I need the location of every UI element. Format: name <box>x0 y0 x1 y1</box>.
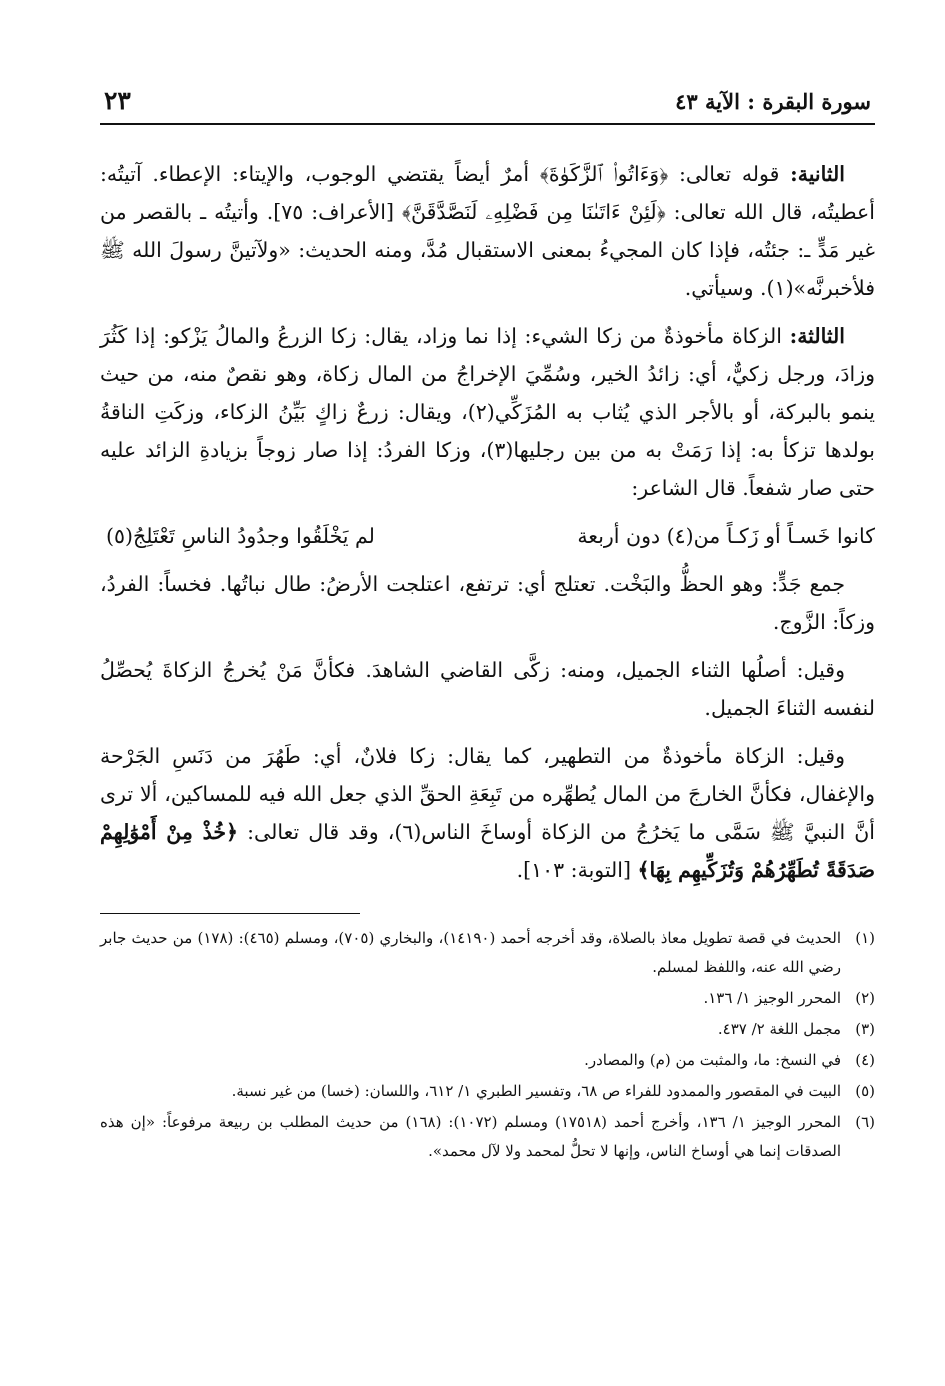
verse-first-hemistich: كانوا خَسـاً أو زَكـاً من(٤) دون أربعة <box>577 524 875 548</box>
quran-quote: ﴿خُذْ مِنْ أَمْوَٰلِهِمْ صَدَقَةً تُطَهِّرُهُمْ وَتُزَكِّيهِم بِهَا﴾ <box>100 820 875 882</box>
footnote-text: المحرر الوجيز ١/ ١٣٦، وأخرج أحمد (١٧٥١٨) ومسلم (١٠٧٢): (١٦٨) من حديث المطلب بن ربيعة مرفوعاً: «إن هذه الصدقات إنما هي أوساخ الناس، وإنها لا تحلُّ لمحمد ولا لآل محمد». <box>100 1113 841 1160</box>
page-header <box>100 86 875 125</box>
paragraph-verse-explanation: جمع جَدٍّ: وهو الحظُّ والبَخْت. تعتلج أي: ترتفع، اعتلجت الأرضُ: طال نباتُها. فخساً: الفردُ، وزكاً: الزَّوج. <box>100 572 875 634</box>
footnote-number: (٣) <box>855 1020 875 1038</box>
footnote-divider <box>100 913 360 914</box>
footnote-text: الحديث في قصة تطويل معاذ بالصلاة، وقد أخرجه أحمد (١٤١٩٠)، والبخاري (٧٠٥)، ومسلم (٤٦٥): (١٧٨) من حديث جابر رضي الله عنه، واللفظ لمسلم. <box>100 929 842 976</box>
footnotes <box>100 924 875 1166</box>
footnote <box>100 1046 875 1075</box>
footnote-text: المحرر الوجيز ١/ ١٣٦. <box>703 989 841 1007</box>
footnote <box>100 984 875 1013</box>
footnote-text: مجمل اللغة ٢/ ٤٣٧. <box>717 1020 841 1038</box>
issue-heading-second: الثانية: <box>790 162 845 186</box>
footnote-number: (٤) <box>855 1051 875 1069</box>
verse-second-hemistich: لم يَخْلَقُوا وجدُودُ الناسِ تَعْتَلِجُ(٥) <box>106 524 375 548</box>
paragraph-text: الزكاة مأخوذةٌ من زكا الشيء: إذا نما وزاد، يقال: زكا الزرعُ والمالُ يَزْكو: إذا كَثُرَ وزادَ، ورجل زكيٌّ، أي: زائدُ الخير، وسُمِّيَ الإخراجُ من المال زكاة، وهو نقصٌ منه، من حيث ينمو بالبركة، أو بالأجر الذي يُثاب به المُزَكِّي(٢)، ويقال: زرعٌ زاكٍ بَيِّنُ الزكاء، وزكَتِ الناقةُ بولدها تزكأ به: إذا رَمَتْ به من بين رجليها(٣)، وزكا الفردُ: إذا صار زوجاً بزيادةِ الزائد عليه حتى صار شفعاً. قال الشاعر: <box>100 324 875 500</box>
paragraph-third-issue <box>100 317 875 507</box>
page-number: ٢٣ <box>104 86 131 115</box>
footnote <box>100 1108 875 1166</box>
footnote-text: البيت في المقصور والممدود للفراء ص ٦٨، وتفسير الطبري ١/ ٦١٢، واللسان: (خسا) من غير نسبة. <box>231 1082 841 1100</box>
running-title: سورة البقرة : الآية ٤٣ <box>675 89 871 114</box>
paragraph-text: وقيل: الزكاة مأخوذةٌ من التطهير، كما يقال: زكا فلانٌ، أي: طَهُرَ من دَنَسِ الجَرْحة والإغفال، فكأنَّ الخارجَ من المال يُطهِّره من تَبِعَةِ الحقِّ الذي جعل الله فيه للمساكين، ألا ترى أنَّ النبيَّ ﷺ سَمَّى ما يَخرُجُ من الزكاة أوساخَ الناس(٦)، وقد قال تعالى: <box>100 744 875 844</box>
footnote-number: (١) <box>855 929 875 947</box>
paragraph-praise-origin: وقيل: أصلُها الثناء الجميل، ومنه: زكَّى القاضي الشاهدَ. فكأنَّ مَنْ يُخرجُ الزكاةَ يُحصِّلُ لنفسه الثناءَ الجميل. <box>100 658 875 720</box>
footnote <box>100 924 875 982</box>
paragraph-text: قوله تعالى: ﴿وَءَاتُوا۟ ٱلزَّكَوٰةَ﴾ أمرٌ أيضاً يقتضي الوجوب، والإيتاء: الإعطاء. آتيتُه: أعطيتُه، قال الله تعالى: ﴿لَئِنْ ءَاتَىٰنَا مِن فَضْلِهِۦ لَنَصَّدَّقَنَّ﴾ [الأعراف: ٧٥]. وأتيتُه ـ بالقصر من غير مَدٍّ ـ: جئتُه، فإذا كان المجيءُ بمعنى الاستقبال مُدَّ، ومنه الحديث: «ولآتينَّ رسولَ الله ﷺ فلأخبرنَّه»(١). وسيأتي. <box>100 162 875 300</box>
poetry-verse <box>100 517 875 555</box>
quran-reference: [التوبة: ١٠٣]. <box>516 858 638 882</box>
footnote <box>100 1015 875 1044</box>
footnote-number: (٢) <box>855 989 875 1007</box>
paragraph-second-issue <box>100 155 875 307</box>
footnote-number: (٦) <box>855 1113 875 1131</box>
paragraph-purification-origin <box>100 737 875 889</box>
main-text <box>100 155 875 889</box>
issue-heading-third: الثالثة: <box>789 324 845 348</box>
footnote-text: في النسخ: ما، والمثبت من (م) والمصادر. <box>584 1051 841 1069</box>
footnote-number: (٥) <box>855 1082 875 1100</box>
footnote <box>100 1077 875 1106</box>
